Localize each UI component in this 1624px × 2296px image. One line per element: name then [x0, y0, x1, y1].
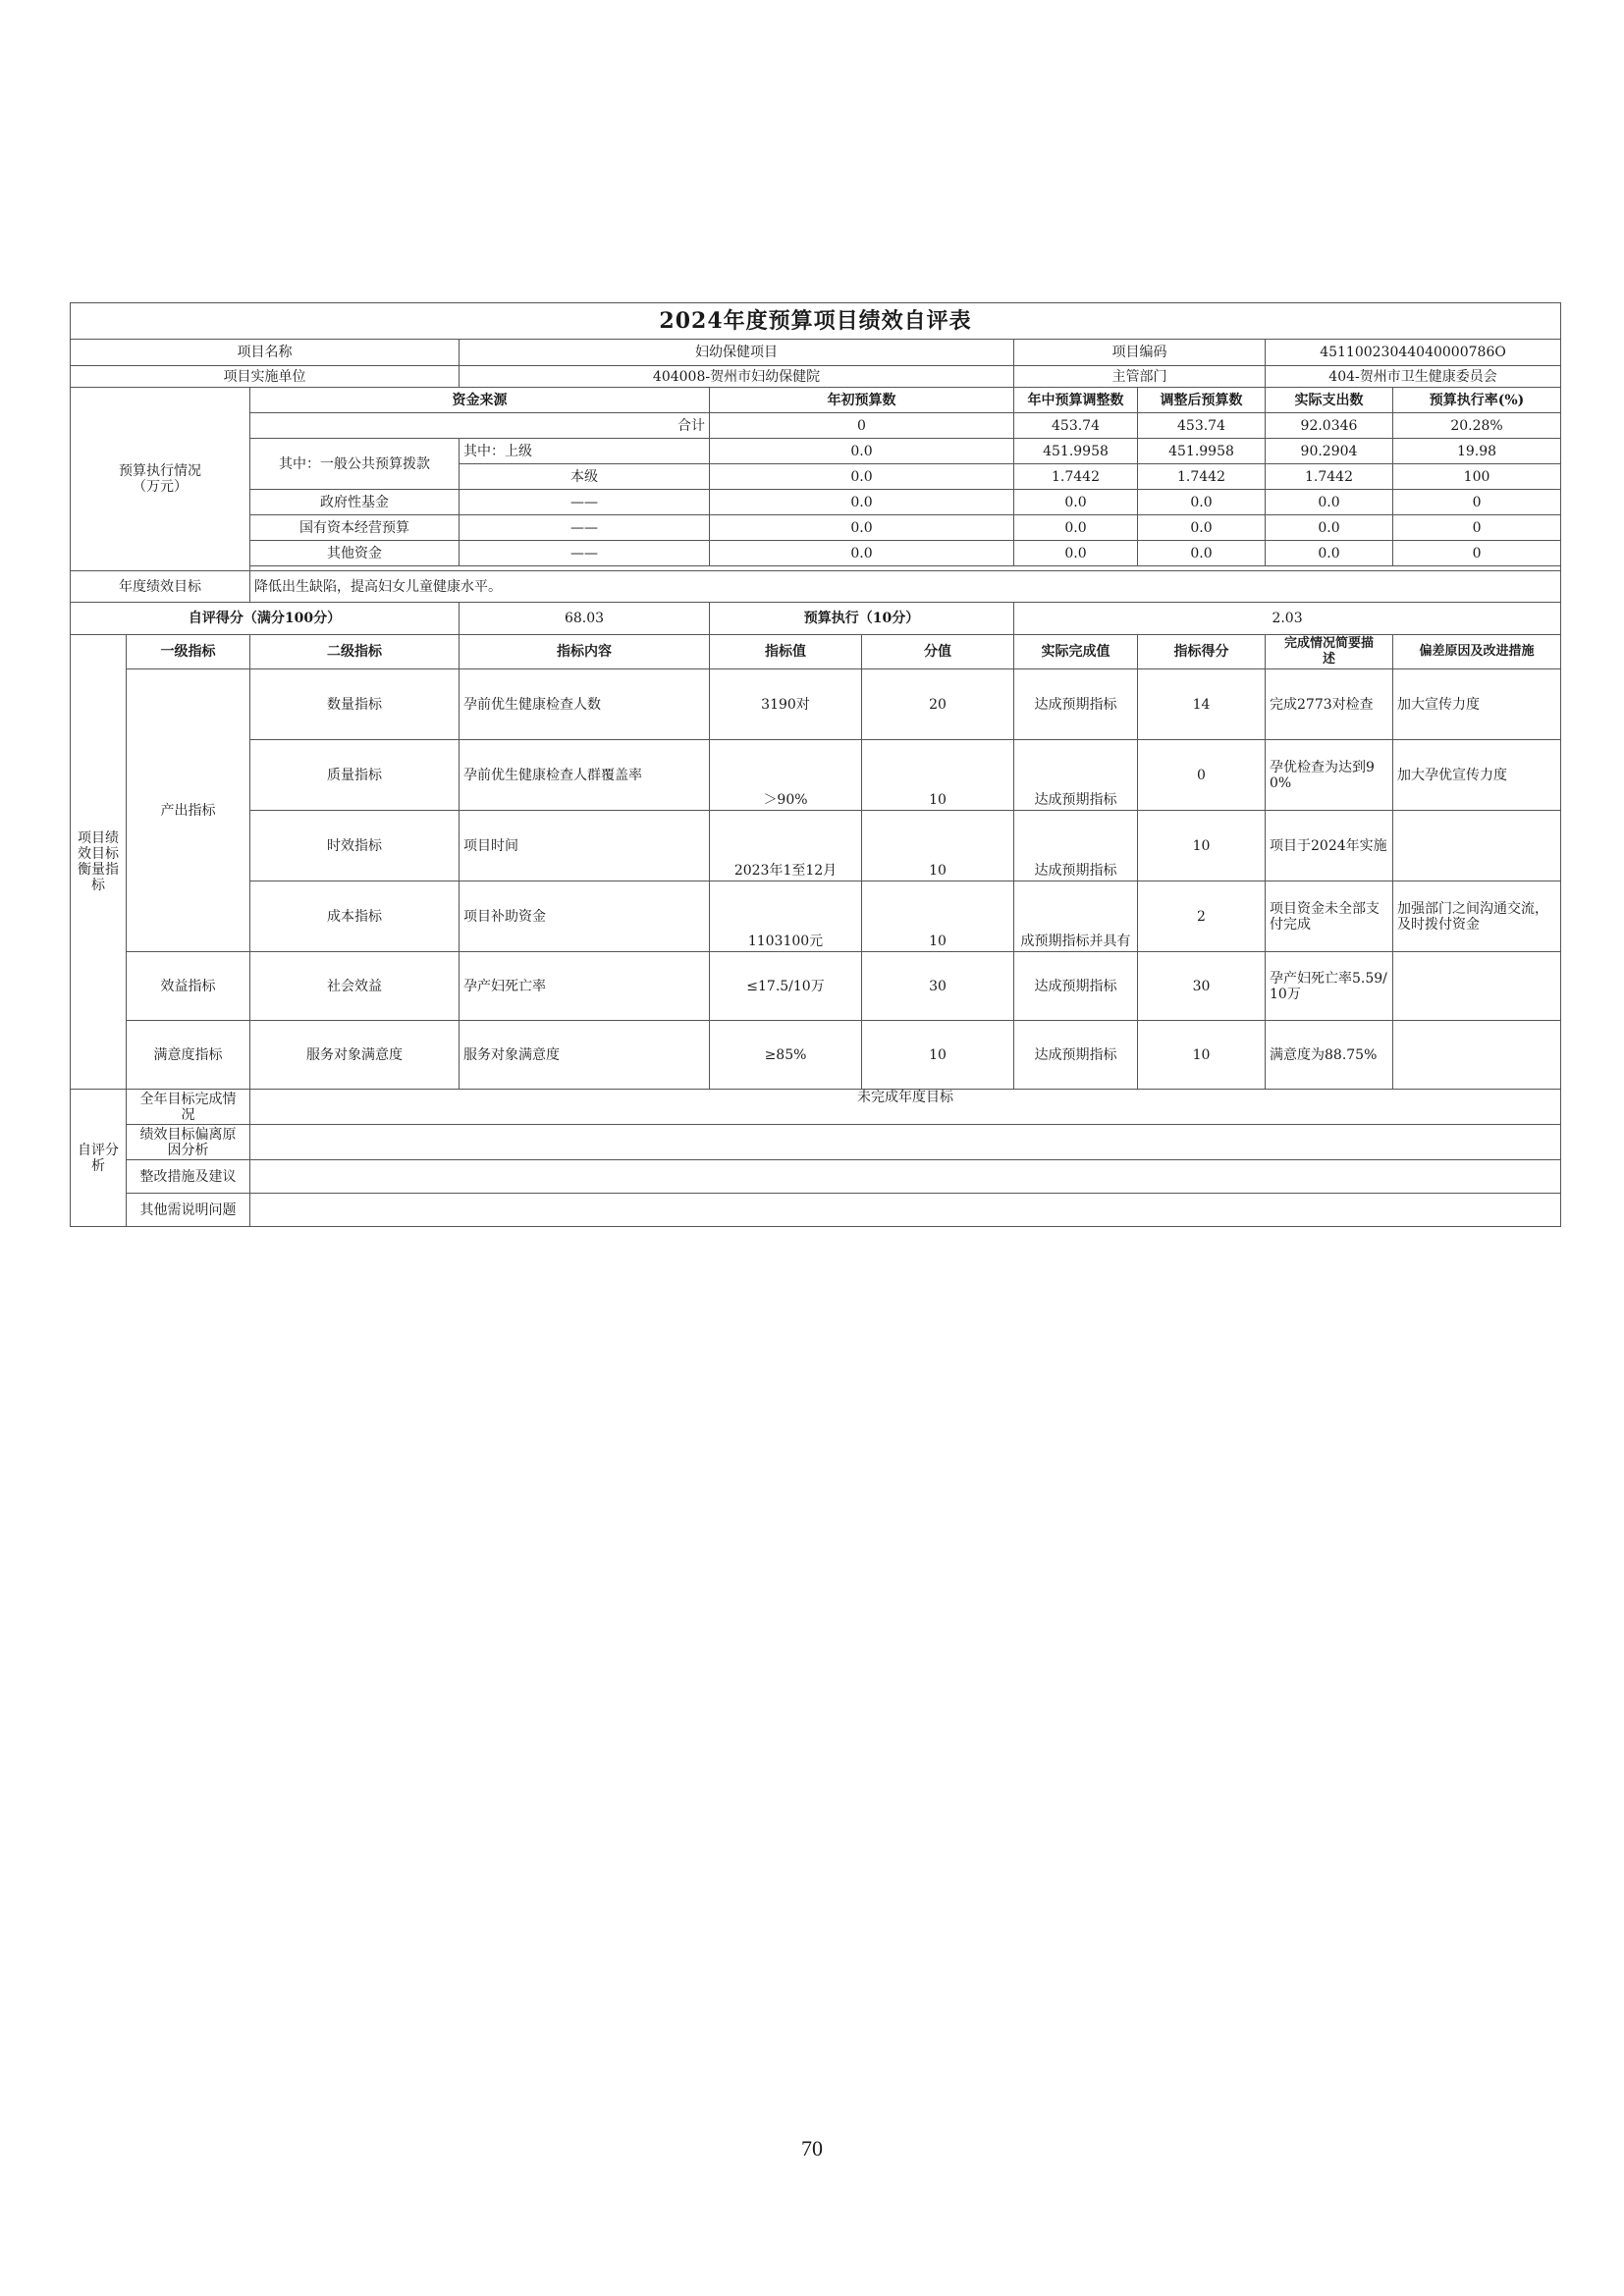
- budget-header-adjust: 年中预算调整数: [1014, 388, 1138, 413]
- indicator-desc: 项目于2024年实施: [1266, 811, 1393, 881]
- indicator-actual: 达成预期指标: [1014, 1021, 1138, 1090]
- indicator-reason: 加大宣传力度: [1393, 669, 1561, 740]
- budget-fund-dash: ——: [460, 490, 710, 515]
- budget-upper-adjusted: 451.9958: [1138, 439, 1266, 464]
- analysis-row-label: 全年目标完成情 况: [127, 1090, 250, 1125]
- budget-local-rate: 100: [1393, 464, 1561, 490]
- indicator-actual: 成预期指标并具有: [1014, 881, 1138, 952]
- performance-evaluation-table: [70, 302, 1561, 1227]
- indicator-header-target: 指标值: [710, 635, 862, 669]
- indicator-header-desc: 完成情况简要描 述: [1266, 635, 1393, 669]
- indicator-score: 2: [1138, 881, 1266, 952]
- indicator-header-score: 指标得分: [1138, 635, 1266, 669]
- indicator-section-label: 项目绩 效目标 衡量指 标: [71, 635, 127, 1090]
- budget-other-adjusted: 0.0: [1138, 541, 1266, 566]
- indicator-desc: 满意度为88.75%: [1266, 1021, 1393, 1090]
- budget-fund-adjust: 0.0: [1014, 490, 1138, 515]
- indicator-weight: 30: [862, 952, 1014, 1021]
- analysis-row-label: 整改措施及建议: [127, 1160, 250, 1194]
- indicator-target: 1103100元: [710, 881, 862, 952]
- table-row: [71, 811, 1561, 881]
- indicator-header-reason: 偏差原因及改进措施: [1393, 635, 1561, 669]
- table-row: [71, 952, 1561, 1021]
- analysis-row-label: 绩效目标偏离原 因分析: [127, 1125, 250, 1160]
- indicator-actual: 达成预期指标: [1014, 952, 1138, 1021]
- indicator-target: ≤17.5/10万: [710, 952, 862, 1021]
- table-row: [71, 740, 1561, 811]
- indicator-desc: 孕优检查为达到90%: [1266, 740, 1393, 811]
- budget-local-label: 本级: [460, 464, 710, 490]
- indicator-reason: [1393, 952, 1561, 1021]
- indicator-desc: 孕产妇死亡率5.59/10万: [1266, 952, 1393, 1021]
- indicator-score: 14: [1138, 669, 1266, 740]
- self-score-label: 自评得分（满分100分）: [71, 603, 460, 635]
- budget-header-actual: 实际支出数: [1266, 388, 1393, 413]
- exec-score-label: 预算执行（10分）: [710, 603, 1014, 635]
- budget-state-capital-adjust: 0.0: [1014, 515, 1138, 541]
- indicator-level2: 数量指标: [250, 669, 460, 740]
- budget-upper-actual: 90.2904: [1266, 439, 1393, 464]
- indicator-level2: 社会效益: [250, 952, 460, 1021]
- indicator-header-content: 指标内容: [460, 635, 710, 669]
- budget-state-capital-initial: 0.0: [710, 515, 1014, 541]
- analysis-row-text: [250, 1194, 1561, 1227]
- budget-fund-adjusted: 0.0: [1138, 490, 1266, 515]
- budget-fund-initial: 0.0: [710, 490, 1014, 515]
- budget-state-capital-rate: 0: [1393, 515, 1561, 541]
- table-row: [71, 881, 1561, 952]
- dept-value: 404-贺州市卫生健康委员会: [1266, 366, 1561, 388]
- exec-score-value: 2.03: [1014, 603, 1561, 635]
- budget-total-adjust: 453.74: [1014, 413, 1138, 439]
- budget-total-rate: 20.28%: [1393, 413, 1561, 439]
- budget-other-rate: 0: [1393, 541, 1561, 566]
- indicator-score: 10: [1138, 1021, 1266, 1090]
- indicator-weight: 10: [862, 811, 1014, 881]
- table-row: [71, 1021, 1561, 1090]
- budget-local-adjust: 1.7442: [1014, 464, 1138, 490]
- analysis-row-text: [250, 1125, 1561, 1160]
- budget-upper-adjust: 451.9958: [1014, 439, 1138, 464]
- indicator-content: 孕前优生健康检查人数: [460, 669, 710, 740]
- budget-total-actual: 92.0346: [1266, 413, 1393, 439]
- budget-local-adjusted: 1.7442: [1138, 464, 1266, 490]
- indicator-reason: [1393, 1021, 1561, 1090]
- indicator-score: 10: [1138, 811, 1266, 881]
- indicator-weight: 20: [862, 669, 1014, 740]
- annual-goal-text: 降低出生缺陷，提高妇女儿童健康水平。: [250, 571, 1561, 603]
- table-title: 2024年度预算项目绩效自评表: [71, 303, 1561, 340]
- indicator-reason: 加大孕优宣传力度: [1393, 740, 1561, 811]
- indicator-header-weight: 分值: [862, 635, 1014, 669]
- indicator-weight: 10: [862, 881, 1014, 952]
- indicator-level2: 时效指标: [250, 811, 460, 881]
- budget-other-adjust: 0.0: [1014, 541, 1138, 566]
- indicator-actual: 达成预期指标: [1014, 811, 1138, 881]
- budget-upper-initial: 0.0: [710, 439, 1014, 464]
- budget-total-label: 合计: [250, 413, 710, 439]
- budget-upper-rate: 19.98: [1393, 439, 1561, 464]
- budget-upper-label: 其中：上级: [460, 439, 710, 464]
- indicator-desc: 完成2773对检查: [1266, 669, 1393, 740]
- analysis-row-text: [250, 1160, 1561, 1194]
- budget-other-actual: 0.0: [1266, 541, 1393, 566]
- budget-other-dash: ——: [460, 541, 710, 566]
- indicator-target: ≥85%: [710, 1021, 862, 1090]
- unit-value: 404008-贺州市妇幼保健院: [460, 366, 1014, 388]
- indicator-level2: 成本指标: [250, 881, 460, 952]
- indicator-weight: 10: [862, 740, 1014, 811]
- budget-general-label: 其中：一般公共预算拨款: [250, 439, 460, 490]
- indicator-group-benefit: 效益指标: [127, 952, 250, 1021]
- annual-goal-label: 年度绩效目标: [71, 571, 250, 603]
- indicator-target: ＞90%: [710, 740, 862, 811]
- self-score-value: 68.03: [460, 603, 710, 635]
- table-row: [71, 669, 1561, 740]
- budget-state-capital-adjusted: 0.0: [1138, 515, 1266, 541]
- budget-header-initial: 年初预算数: [710, 388, 1014, 413]
- budget-local-initial: 0.0: [710, 464, 1014, 490]
- indicator-content: 孕产妇死亡率: [460, 952, 710, 1021]
- budget-state-capital-label: 国有资本经营预算: [250, 515, 460, 541]
- indicator-reason: 加强部门之间沟通交流，及时拨付资金: [1393, 881, 1561, 952]
- budget-other-label: 其他资金: [250, 541, 460, 566]
- indicator-reason: [1393, 811, 1561, 881]
- budget-fund-label: 政府性基金: [250, 490, 460, 515]
- budget-header-adjusted: 调整后预算数: [1138, 388, 1266, 413]
- indicator-content: 孕前优生健康检查人群覆盖率: [460, 740, 710, 811]
- indicator-group-satisfaction: 满意度指标: [127, 1021, 250, 1090]
- indicator-level2: 服务对象满意度: [250, 1021, 460, 1090]
- budget-state-capital-actual: 0.0: [1266, 515, 1393, 541]
- budget-header-source: 资金来源: [250, 388, 710, 413]
- indicator-desc: 项目资金未全部支付完成: [1266, 881, 1393, 952]
- budget-fund-actual: 0.0: [1266, 490, 1393, 515]
- budget-header-rate: 预算执行率(%): [1393, 388, 1561, 413]
- indicator-content: 服务对象满意度: [460, 1021, 710, 1090]
- indicator-actual: 达成预期指标: [1014, 669, 1138, 740]
- project-code: 45110023044040000786O: [1266, 340, 1561, 366]
- indicator-score: 0: [1138, 740, 1266, 811]
- budget-total-adjusted: 453.74: [1138, 413, 1266, 439]
- indicator-target: 3190对: [710, 669, 862, 740]
- indicator-content: 项目时间: [460, 811, 710, 881]
- indicator-content: 项目补助资金: [460, 881, 710, 952]
- unit-label: 项目实施单位: [71, 366, 460, 388]
- dept-label: 主管部门: [1014, 366, 1266, 388]
- budget-other-initial: 0.0: [710, 541, 1014, 566]
- indicator-weight: 10: [862, 1021, 1014, 1090]
- budget-fund-rate: 0: [1393, 490, 1561, 515]
- project-name-label: 项目名称: [71, 340, 460, 366]
- indicator-header-level1: 一级指标: [127, 635, 250, 669]
- indicator-header-level2: 二级指标: [250, 635, 460, 669]
- indicator-level2: 质量指标: [250, 740, 460, 811]
- analysis-row-label: 其他需说明问题: [127, 1194, 250, 1227]
- budget-total-initial: 0: [710, 413, 1014, 439]
- analysis-row-text: 未完成年度目标: [250, 1090, 1561, 1125]
- indicator-target: 2023年1至12月: [710, 811, 862, 881]
- project-code-label: 项目编码: [1014, 340, 1266, 366]
- page-number: 70: [801, 2136, 823, 2161]
- analysis-section-label: 自评分 析: [71, 1090, 127, 1227]
- indicator-group-output: 产出指标: [127, 669, 250, 952]
- indicator-actual: 达成预期指标: [1014, 740, 1138, 811]
- indicator-header-actual: 实际完成值: [1014, 635, 1138, 669]
- budget-state-capital-dash: ——: [460, 515, 710, 541]
- indicator-score: 30: [1138, 952, 1266, 1021]
- project-name: 妇幼保健项目: [460, 340, 1014, 366]
- budget-local-actual: 1.7442: [1266, 464, 1393, 490]
- budget-section-label: 预算执行情况 （万元）: [71, 388, 250, 571]
